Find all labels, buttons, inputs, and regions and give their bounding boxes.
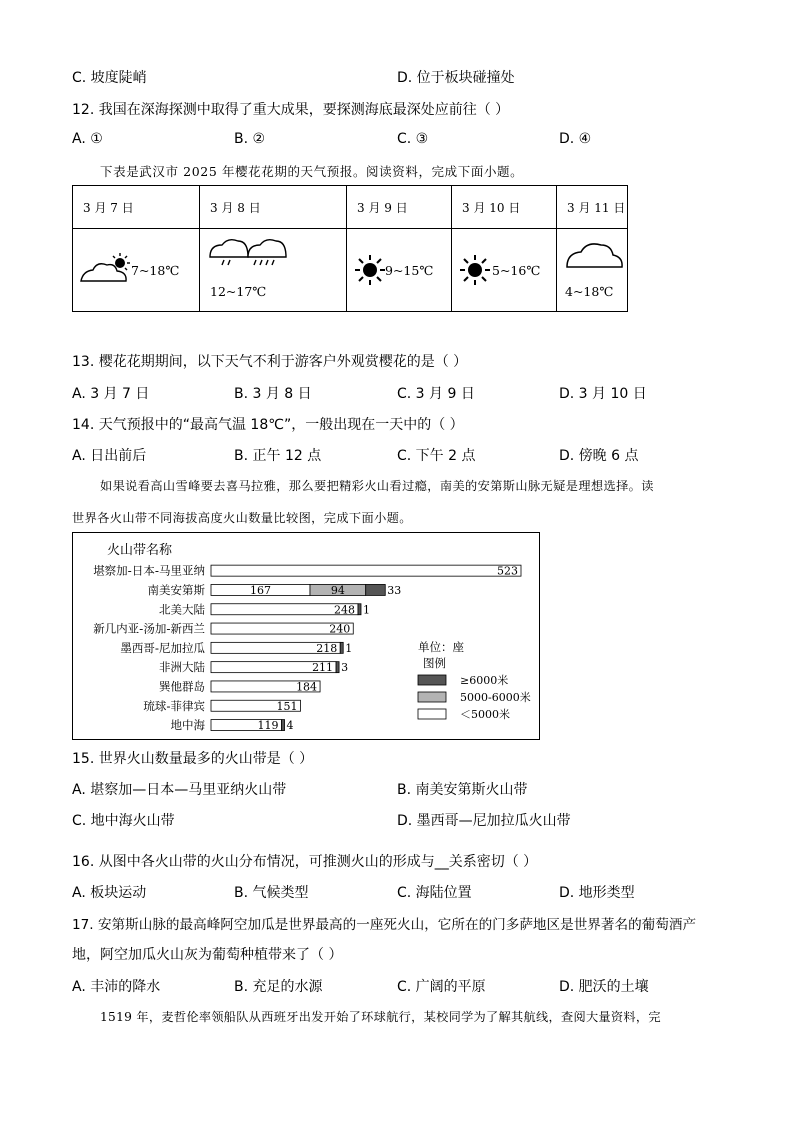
q13-stem: 13. 樱花花期期间，以下天气不利于游客户外观赏樱花的是（ ） — [72, 354, 468, 370]
q12-option-c: C. ③ — [397, 131, 429, 147]
sunny-icon — [355, 255, 385, 285]
weather-cell-2 — [200, 229, 347, 312]
q17-option-d: D. 肥沃的土壤 — [559, 979, 649, 995]
q17-stem-line-2: 地，阿空加瓜火山灰为葡萄种植带来了（ ） — [72, 947, 343, 963]
legend-swatch — [418, 692, 446, 702]
bar-segment — [282, 720, 285, 731]
q14-stem: 14. 天气预报中的“最高气温 18℃”，一般出现在一天中的（ ） — [72, 417, 464, 433]
q16-option-a: A. 板块运动 — [72, 885, 147, 901]
data-label: 167 — [249, 583, 271, 597]
data-label: 218 — [316, 641, 338, 655]
q12-stem: 12. 我国在深海探测中取得了重大成果，要探测海底最深处应前往（ ） — [72, 102, 510, 118]
category-label: 非洲大陆 — [159, 660, 205, 675]
bar-segment — [340, 642, 343, 653]
category-label: 北美大陆 — [159, 602, 205, 617]
data-label: 151 — [276, 699, 298, 713]
q17-option-b: B. 充足的水源 — [234, 979, 323, 995]
data-label: 184 — [296, 680, 318, 694]
weather-forecast-table — [72, 185, 628, 312]
category-label: 地中海 — [170, 718, 205, 733]
q15-option-c: C. 地中海火山带 — [72, 813, 175, 829]
data-label: 94 — [330, 583, 345, 597]
q12-option-d: D. ④ — [559, 131, 592, 147]
bar-segment — [358, 604, 361, 615]
weather-temp-5: 4~18℃ — [565, 284, 614, 299]
q13-option-a: A. 3 月 7 日 — [72, 386, 150, 402]
weather-temp-1: 7~18℃ — [131, 263, 180, 278]
weather-cell-5 — [557, 229, 628, 312]
weather-temp-3: 9~15℃ — [385, 263, 434, 278]
legend-swatch — [418, 675, 446, 685]
q14-option-c: C. 下午 2 点 — [397, 448, 476, 464]
data-label: 248 — [333, 603, 355, 617]
q13-option-b: B. 3 月 8 日 — [234, 386, 312, 402]
q15-option-a: A. 堪察加—日本—马里亚纳火山带 — [72, 782, 287, 798]
weather-cell-1 — [73, 229, 200, 312]
legend-label: ≥6000米 — [460, 674, 509, 687]
data-label: 4 — [286, 719, 294, 733]
weather-date-5: 3 月 11 日 — [557, 186, 628, 229]
q13-option-c: C. 3 月 9 日 — [397, 386, 475, 402]
q13-option-d: D. 3 月 10 日 — [559, 386, 647, 402]
bar-segment — [366, 584, 386, 595]
category-label: 南美安第斯 — [147, 582, 205, 597]
data-label: 1 — [362, 603, 370, 617]
weather-date-2: 3 月 8 日 — [200, 186, 347, 229]
volcano-chart — [72, 532, 540, 740]
bar-segment — [336, 662, 339, 673]
data-label: 1 — [345, 641, 353, 655]
legend-label: 5000-6000米 — [460, 691, 531, 704]
category-label: 琉球-菲律宾 — [143, 698, 205, 713]
q14-option-a: A. 日出前后 — [72, 448, 147, 464]
chart-title: 火山带名称 — [107, 543, 173, 558]
weather-date-1: 3 月 7 日 — [73, 186, 200, 229]
volcano-intro-line-2: 世界各火山带不同海拔高度火山数量比较图，完成下面小题。 — [72, 511, 412, 525]
legend-title: 图例 — [423, 656, 446, 670]
data-label: 523 — [497, 564, 518, 578]
weather-date-4: 3 月 10 日 — [452, 186, 557, 229]
q14-option-d: D. 傍晚 6 点 — [559, 448, 639, 464]
category-label: 墨西哥-尼加拉瓜 — [120, 640, 205, 655]
q15-option-b: B. 南美安第斯火山带 — [397, 782, 528, 798]
weather-temp-4: 5~16℃ — [492, 263, 541, 278]
data-label: 33 — [387, 583, 402, 597]
category-label: 巽他群岛 — [159, 679, 205, 694]
legend-label: ＜5000米 — [460, 708, 510, 721]
data-label: 119 — [257, 719, 279, 733]
bar-segment — [211, 565, 521, 576]
partly-cloudy-icon — [79, 251, 131, 287]
weather-temp-2: 12~17℃ — [210, 284, 267, 299]
category-label: 堪察加-日本-马里亚纳 — [93, 563, 205, 578]
rain-icon — [208, 237, 292, 271]
data-label: 3 — [341, 661, 349, 675]
q17-option-a: A. 丰沛的降水 — [72, 979, 161, 995]
q11-option-d: D. 位于板块碰撞处 — [397, 70, 515, 86]
weather-date-3: 3 月 9 日 — [347, 186, 452, 229]
q11-option-c: C. 坡度陡峭 — [72, 70, 147, 86]
volcano-intro-line-1: 如果说看高山雪峰要去喜马拉雅，那么要把精彩火山看过瘾，南美的安第斯山脉无疑是理想选择。读 — [100, 479, 654, 493]
data-label: 240 — [329, 622, 351, 636]
volcano-chart-bars — [73, 533, 539, 739]
unit-label: 单位：座 — [418, 640, 464, 654]
category-label: 新几内亚-汤加-新西兰 — [93, 621, 205, 636]
cloudy-icon — [565, 239, 625, 271]
q16-stem: 16. 从图中各火山带的火山分布情况，可推测火山的形成与__关系密切（ ） — [72, 854, 538, 870]
weather-cell-4 — [452, 229, 557, 312]
q12-option-a: A. ① — [72, 131, 103, 147]
sunny-icon — [460, 255, 490, 285]
weather-cell-3 — [347, 229, 452, 312]
q12-option-b: B. ② — [234, 131, 266, 147]
q15-stem: 15. 世界火山数量最多的火山带是（ ） — [72, 751, 314, 767]
q14-option-b: B. 正午 12 点 — [234, 448, 322, 464]
q16-option-d: D. 地形类型 — [559, 885, 635, 901]
magellan-intro: 1519 年，麦哲伦率领船队从西班牙出发开始了环球航行，某校同学为了解其航线，查阅大量资料，完 — [100, 1010, 661, 1024]
weather-intro: 下表是武汉市 2025 年樱花花期的天气预报。阅读资料，完成下面小题。 — [100, 164, 524, 179]
q16-option-b: B. 气候类型 — [234, 885, 309, 901]
data-label: 211 — [312, 661, 334, 675]
legend-swatch — [418, 709, 446, 719]
q17-stem-line-1: 17. 安第斯山脉的最高峰阿空加瓜是世界最高的一座死火山，它所在的门多萨地区是世界著名的葡萄酒产 — [72, 917, 697, 933]
q17-option-c: C. 广阔的平原 — [397, 979, 486, 995]
q15-option-d: D. 墨西哥—尼加拉瓜火山带 — [397, 813, 571, 829]
q16-option-c: C. 海陆位置 — [397, 885, 472, 901]
